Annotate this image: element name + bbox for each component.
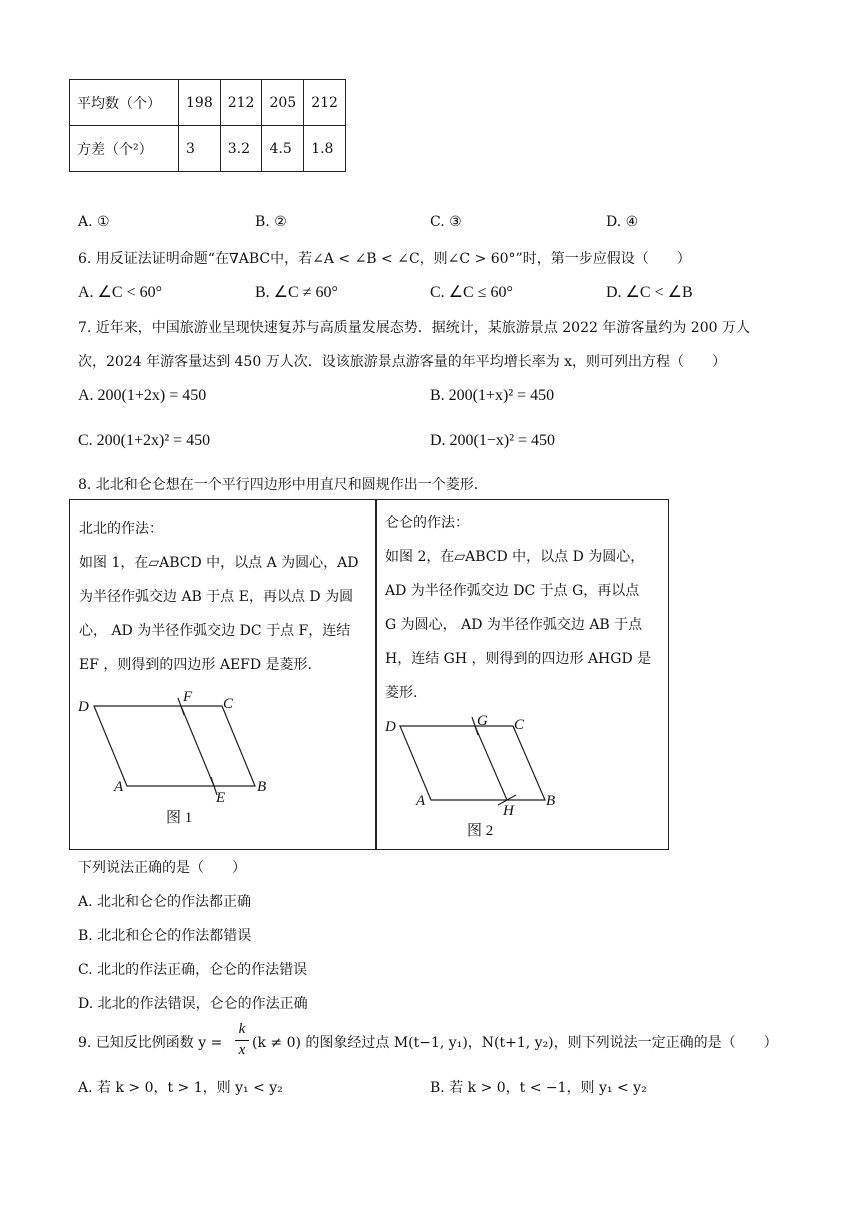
option-d: D. 200(1−x)² = 450 [430, 432, 556, 449]
table-cell: 3.2 [220, 126, 262, 172]
method-line: EF ，则得到的四边形 AEFD 是菱形. [79, 657, 313, 673]
question-6-stem: 6. 用反证法证明命题“在∇ABC中，若∠A < ∠B < ∠C，则∠C > 60°”时，第一步应假设（ ） [78, 251, 691, 267]
table-cell: 198 [179, 80, 221, 126]
method-line: G 为圆心， AD 为半径作弧交边 AB 于点 [385, 617, 643, 633]
option-a: A. 若 k > 0，t > 1，则 y₁ < y₂ [78, 1080, 283, 1096]
option-d: D. ④ [606, 214, 639, 230]
question-8-prompt: 下列说法正确的是（ ） [78, 860, 246, 876]
method-line: 心， AD 为半径作弧交边 DC 于点 F，连结 [79, 623, 351, 639]
table-cell: 4.5 [262, 126, 304, 172]
method-line: 菱形. [385, 685, 418, 701]
fraction-bar [235, 1040, 249, 1041]
point-label: C [223, 696, 234, 712]
method-line: H，连结 GH ，则得到的四边形 AHGD 是 [385, 651, 652, 667]
option-a: A. ① [78, 214, 110, 230]
question-9-stem-a: 9. 已知反比例函数 y = [78, 1035, 223, 1051]
option-b: B. 北北和仑仑的作法都错误 [78, 928, 252, 944]
option-a: A. 200(1+2x) = 450 [78, 387, 207, 404]
fraction-numerator: k [238, 1021, 246, 1037]
method-line: 如图 1，在▱ABCD 中，以点 A 为圆心，AD [79, 555, 359, 571]
option-b: B. ② [255, 214, 287, 230]
method-line: 如图 2，在▱ABCD 中，以点 D 为圆心， [385, 549, 645, 565]
method-box-lunlun [375, 499, 669, 850]
option-a: A. ∠C < 60° [78, 284, 162, 301]
point-label: A [114, 779, 124, 795]
question-9-stem-b: (k ≠ 0) 的图象经过点 M(t−1, y₁)，N(t+1, y₂)，则下列说法一定正确的是（ ） [252, 1035, 778, 1051]
row-label: 方差（个²） [70, 126, 179, 172]
statistics-table [69, 79, 346, 172]
option-b: B. 200(1+x)² = 450 [430, 387, 555, 404]
point-label: H [503, 803, 514, 819]
question-7-line1: 7. 近年来，中国旅游业呈现快速复苏与高质量发展态势．据统计，某旅游景点 2022 年游客量约为 200 万人 [78, 320, 750, 336]
segment-ef [181, 706, 214, 786]
point-label: A [416, 793, 426, 809]
row-label: 平均数（个） [70, 80, 179, 126]
option-a: A. 北北和仑仑的作法都正确 [78, 894, 252, 910]
point-label: E [216, 790, 226, 806]
question-8-stem: 8. 北北和仑仑想在一个平行四边形中用直尺和圆规作出一个菱形． [78, 477, 488, 493]
parallelogram-abcd [94, 706, 255, 786]
question-7-line2: 次，2024 年游客量达到 450 万人次．设该旅游景点游客量的年平均增长率为 x，则可列出方程（ ） [78, 354, 727, 370]
method-line: 为半径作弧交边 AB 于点 E，再以点 D 为圆 [79, 589, 354, 605]
option-d: D. ∠C < ∠B [606, 284, 693, 301]
method-title: 仑仑的作法： [385, 515, 469, 531]
segment-gh [475, 726, 507, 800]
method-title: 北北的作法： [79, 521, 163, 537]
table-row [70, 80, 346, 126]
option-c: C. 200(1+2x)² = 450 [78, 432, 211, 449]
table-cell: 1.8 [304, 126, 346, 172]
table-cell: 212 [220, 80, 262, 126]
method-box-beibei [69, 499, 377, 850]
table-cell: 3 [179, 126, 221, 172]
point-label: B [257, 779, 267, 795]
option-d: D. 北北的作法错误，仑仑的作法正确 [78, 996, 308, 1012]
point-label: G [477, 713, 488, 729]
table-cell: 212 [304, 80, 346, 126]
figure-2 [376, 705, 666, 845]
parallelogram-abcd [400, 726, 545, 800]
method-line: AD 为半径作弧交边 DC 于点 G，再以点 [385, 583, 640, 599]
option-b: B. 若 k > 0，t < −1，则 y₁ < y₂ [430, 1080, 647, 1096]
option-b: B. ∠C ≠ 60° [255, 284, 338, 301]
figure-caption: 图 1 [166, 810, 193, 826]
point-label: B [546, 793, 556, 809]
table-row [70, 126, 346, 172]
point-label: F [183, 689, 193, 705]
point-label: D [78, 699, 89, 715]
option-c: C. 北北的作法正确，仑仑的作法错误 [78, 962, 308, 978]
point-label: C [514, 717, 525, 733]
table-cell: 205 [262, 80, 304, 126]
option-c: C. ③ [430, 214, 462, 230]
figure-1 [70, 685, 374, 845]
fraction-denominator: x [238, 1042, 246, 1058]
figure-caption: 图 2 [467, 823, 494, 839]
point-label: D [385, 719, 396, 735]
option-c: C. ∠C ≤ 60° [430, 284, 513, 301]
